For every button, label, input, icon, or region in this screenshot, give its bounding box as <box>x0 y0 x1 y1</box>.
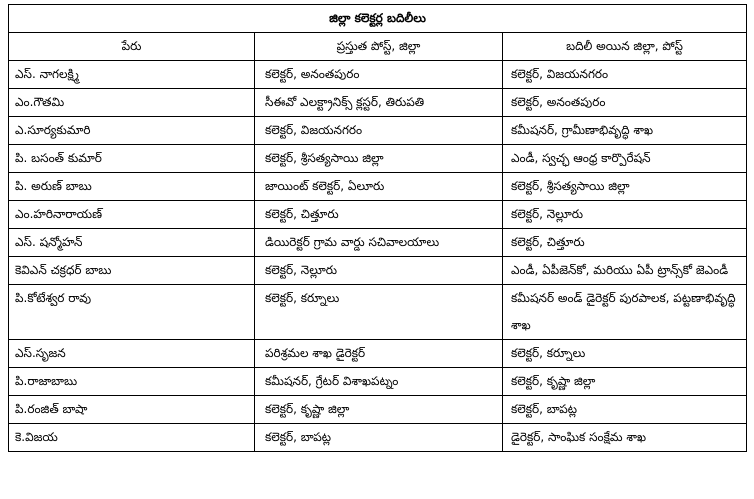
new-post: కమీషనర్ అండ్ డైరెక్టర్ పురపాలక, పట్టణాభివృద్ధి శాఖ <box>503 285 747 340</box>
table-row <box>9 285 747 340</box>
new-post: కలెక్టర్, కృష్ణా జిల్లా <box>503 368 747 396</box>
new-post: కలెక్టర్, బాపట్ల <box>503 396 747 424</box>
new-post: కమీషనర్, గ్రామీణాభివృద్ధి శాఖ <box>503 117 747 145</box>
officer-name: ఎం.గౌతమి <box>9 89 255 117</box>
table-row <box>9 173 747 201</box>
officer-name: కెవిఎన్ చక్రధర్ బాబు <box>9 257 255 285</box>
new-post: కలెక్టర్, శ్రీసత్యసాయి జిల్లా <box>503 173 747 201</box>
officer-name: ఎస్.సృజన <box>9 340 255 368</box>
current-post: కలెక్టర్, శ్రీసత్యసాయి జిల్లా <box>255 145 503 173</box>
officer-name: ఎం.హరినారాయణ్ <box>9 201 255 229</box>
title-row <box>9 5 747 33</box>
new-post: కలెక్టర్, చిత్తూరు <box>503 229 747 257</box>
current-post: కలెక్టర్, అనంతపురం <box>255 61 503 89</box>
current-post: కలెక్టర్, విజయనగరం <box>255 117 503 145</box>
current-post: డియిరెక్టర్ గ్రామ వార్డు సచివాలయాలు <box>255 229 503 257</box>
header-new-post: బదిలీ అయిన జిల్లా, పోస్ట్ <box>503 33 747 61</box>
current-post: కలెక్టర్, చిత్తూరు <box>255 201 503 229</box>
table-row <box>9 368 747 396</box>
officer-name: ఎస్. నాగలక్ష్మి <box>9 61 255 89</box>
officer-name: కె.విజయ <box>9 424 255 452</box>
header-name: పేరు <box>9 33 255 61</box>
table-row <box>9 229 747 257</box>
table-row <box>9 424 747 452</box>
new-post: ఎండీ, స్వచ్ఛ ఆంధ్ర కార్పొరేషన్ <box>503 145 747 173</box>
current-post: పరిశ్రమల శాఖ డైరెక్టర్ <box>255 340 503 368</box>
table-title: జిల్లా కలెక్టర్ల బదిలీలు <box>9 5 747 33</box>
current-post: కలెక్టర్, కృష్ణా జిల్లా <box>255 396 503 424</box>
table-row <box>9 257 747 285</box>
header-current-post: ప్రస్తుత పోస్ట్, జిల్లా <box>255 33 503 61</box>
new-post: కలెక్టర్, విజయనగరం <box>503 61 747 89</box>
table-row <box>9 89 747 117</box>
officer-name: పి. బసంత్ కుమార్ <box>9 145 255 173</box>
transfers-table <box>8 4 747 452</box>
current-post: కమీషనర్, గ్రేటర్ విశాఖపట్నం <box>255 368 503 396</box>
table-row <box>9 61 747 89</box>
table-row <box>9 117 747 145</box>
current-post: జాయింట్ కలెక్టర్, ఏలూరు <box>255 173 503 201</box>
table-row <box>9 396 747 424</box>
new-post: ఎండీ, ఏపీజెన్‌కో, మరియు ఏపీ ట్రాన్స్‌కో జెఎండీ <box>503 257 747 285</box>
current-post: కలెక్టర్, బాపట్ల <box>255 424 503 452</box>
header-row <box>9 33 747 61</box>
current-post: కలెక్టర్, కర్నూలు <box>255 285 503 340</box>
table-row <box>9 145 747 173</box>
officer-name: పి.రాజాబాబు <box>9 368 255 396</box>
table-row <box>9 340 747 368</box>
new-post: కలెక్టర్, అనంతపురం <box>503 89 747 117</box>
current-post: సీఈవో ఎలక్ట్రానిక్స్ క్లస్టర్, తిరుపతి <box>255 89 503 117</box>
officer-name: పి.రంజిత్ బాషా <box>9 396 255 424</box>
new-post: డైరెక్టర్, సాంఘిక సంక్షేమ శాఖ <box>503 424 747 452</box>
new-post: కలెక్టర్, నెల్లూరు <box>503 201 747 229</box>
officer-name: ఎ.సూర్యకుమారి <box>9 117 255 145</box>
officer-name: పి. అరుణ్ బాబు <box>9 173 255 201</box>
current-post: కలెక్టర్, నెల్లూరు <box>255 257 503 285</box>
table-row <box>9 201 747 229</box>
new-post: కలెక్టర్, కర్నూలు <box>503 340 747 368</box>
officer-name: ఎస్. షన్మోహన్ <box>9 229 255 257</box>
officer-name: పి.కోటేశ్వర రావు <box>9 285 255 340</box>
